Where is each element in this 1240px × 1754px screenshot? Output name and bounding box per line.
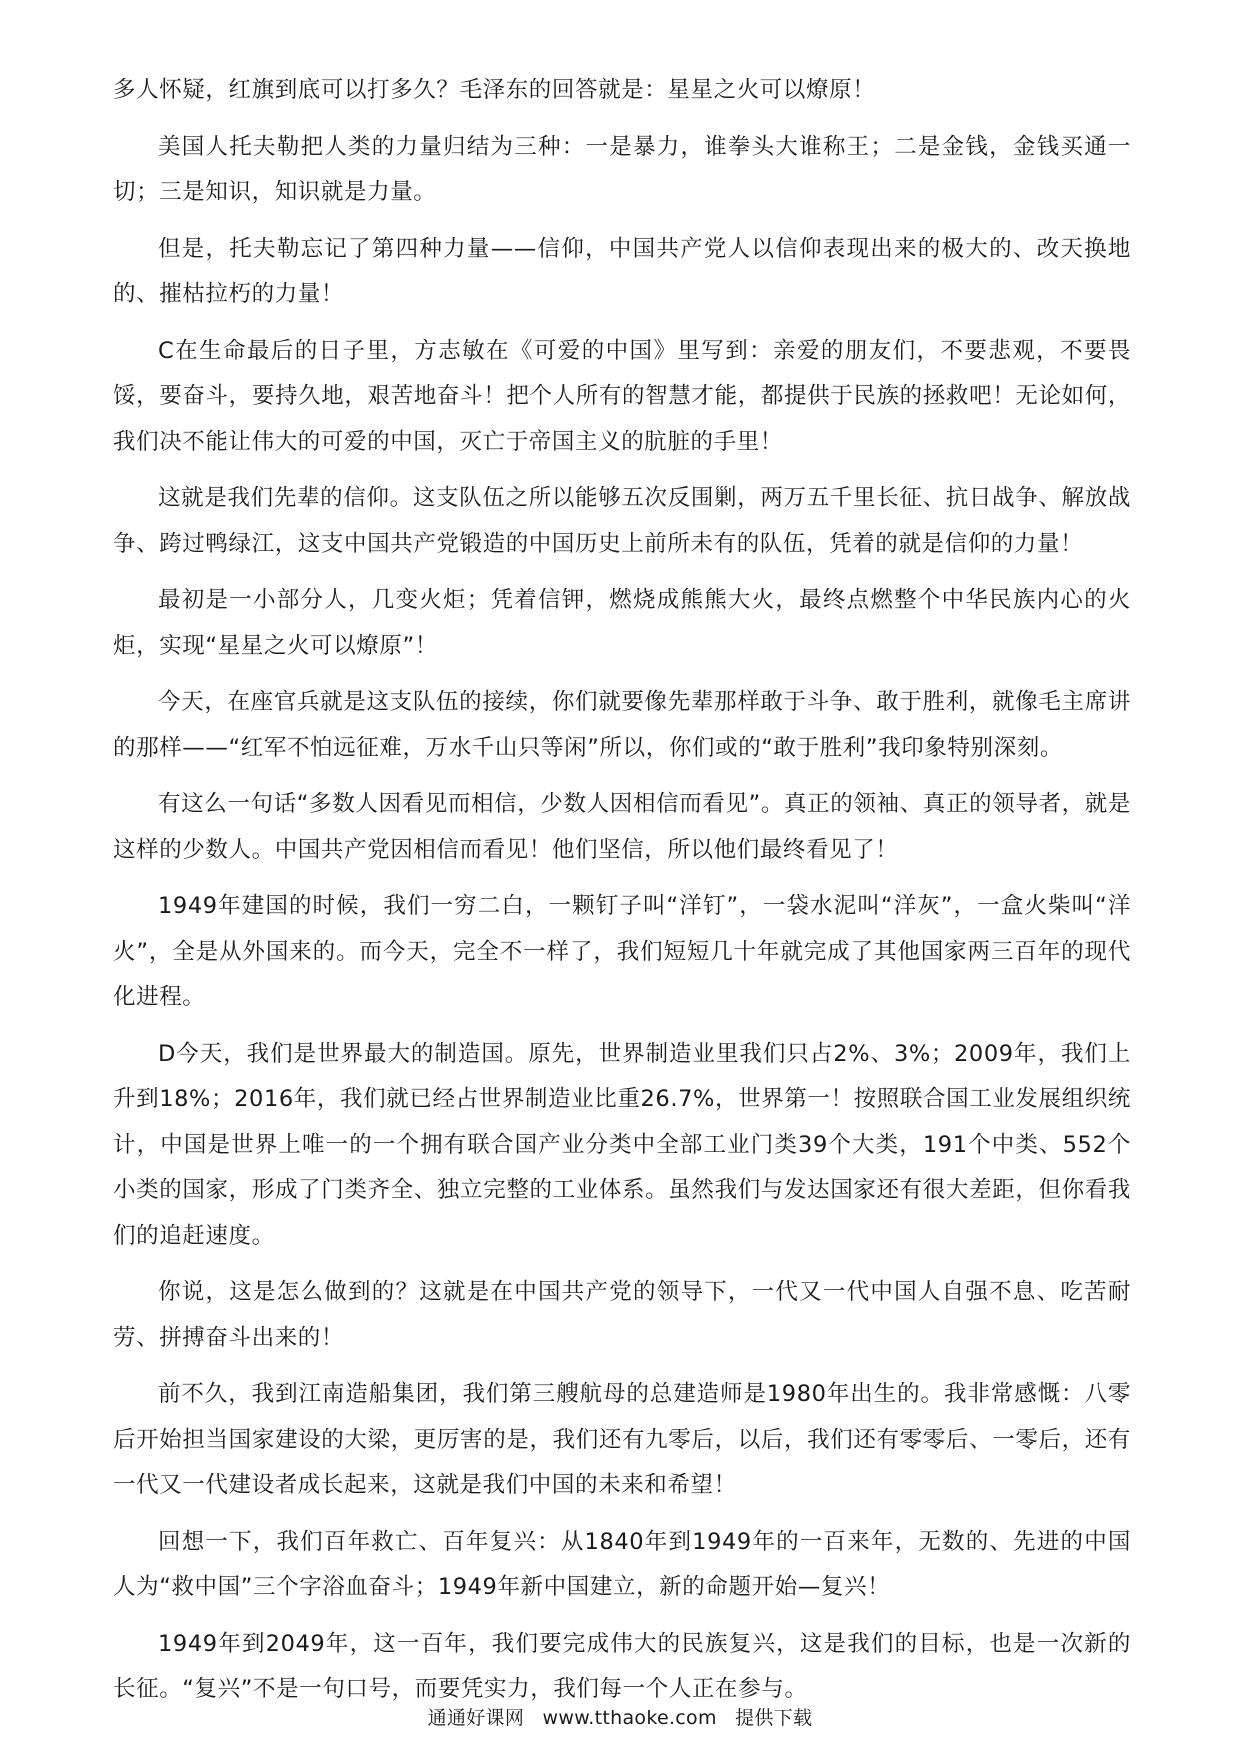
paragraph-5: 这就是我们先辈的信仰。这支队伍之所以能够五次反围剿，两万五千里长征、抗日战争、解放战争、跨过鸭绿江，这支中国共产党锻造的中国历史上前所未有的队伍，凭着的就是信仰的力量！ xyxy=(113,485,1131,557)
article-body xyxy=(113,68,1131,1724)
paragraph-14: 1949年到2049年，这一百年，我们要完成伟大的民族复兴，这是我们的目标，也是一次新的长征。“复兴”不是一句口号，而要凭实力，我们每一个人正在参与。 xyxy=(113,1630,1131,1702)
paragraph-13: 回想一下，我们百年救亡、百年复兴：从1840年到1949年的一百来年，无数的、先进的中国人为“救中国”三个字浴血奋斗；1949年新中国建立，新的命题开始—复兴！ xyxy=(113,1528,1131,1600)
page-footer xyxy=(0,1704,1240,1732)
paragraph-12: 前不久，我到江南造船集团，我们第三艘航母的总建造师是1980年出生的。我非常感慨：八零后开始担当国家建设的大梁，更厉害的是，我们还有九零后，以后，我们还有零零后、一零后，还有一代又一代建设者成长起来，这就是我们中国的未来和希望！ xyxy=(113,1381,1131,1498)
footer-url-link[interactable]: www.tthaoke.com xyxy=(542,1707,717,1729)
paragraph-6: 最初是一小部分人，几变火炬；凭着信钾，燃烧成熊熊大火，最终点燃整个中华民族内心的火炬，实现“星星之火可以燎原”！ xyxy=(113,587,1131,659)
paragraph-1: 多人怀疑，红旗到底可以打多久？毛泽东的回答就是：星星之火可以燎原！ xyxy=(113,77,876,103)
footer-site-name: 通通好课网 xyxy=(427,1707,525,1729)
paragraph-7: 今天，在座官兵就是这支队伍的接续，你们就要像先辈那样敢于斗争、敢于胜利，就像毛主席讲的那样——“红军不怕远征难，万水千山只等闲”所以，你们或的“敢于胜利”我印象特别深刻。 xyxy=(113,689,1131,761)
paragraph-2: 美国人托夫勒把人类的力量归结为三种：一是暴力，谁拳头大谁称王；二是金钱，金钱买通一切；三是知识，知识就是力量。 xyxy=(113,133,1131,205)
paragraph-10: D今天，我们是世界最大的制造国。原先，世界制造业里我们只占2%、3%；2009年，我们上升到18%；2016年，我们就已经占世界制造业比重26.7%，世界第一！按照联合国工业发展组织统计，中国是世界上唯一的一个拥有联合国产业分类中全部工业门类39个大类，191个中类、552个小类的国家，形成了门类齐全、独立完整的工业体系。虽然我们与发达国家还有很大差距，但你看我们的追赶速度。 xyxy=(113,1040,1131,1249)
paragraph-9: 1949年建国的时候，我们一穷二白，一颗钉子叫“洋钉”，一袋水泥叫“洋灰”，一盒火柴叫“洋火”，全是从外国来的。而今天，完全不一样了，我们短短几十年就完成了其他国家两三百年的现代化进程。 xyxy=(113,893,1131,1010)
paragraph-3: 但是，托夫勒忘记了第四种力量——信仰，中国共产党人以信仰表现出来的极大的、改天换地的、摧枯拉朽的力量！ xyxy=(113,235,1131,307)
paragraph-11: 你说，这是怎么做到的？这就是在中国共产党的领导下，一代又一代中国人自强不息、吃苦耐劳、拼搏奋斗出来的！ xyxy=(113,1279,1131,1351)
paragraph-4: C在生命最后的日子里，方志敏在《可爱的中国》里写到：亲爱的朋友们，不要悲观，不要畏馁，要奋斗，要持久地，艰苦地奋斗！把个人所有的智慧才能，都提供于民族的拯救吧！无论如何，我们决不能让伟大的可爱的中国，灭亡于帝国主义的肮脏的手里！ xyxy=(113,337,1131,455)
paragraph-8: 有这么一句话“多数人因看见而相信，少数人因相信而看见”。真正的领袖、真正的领导者，就是这样的少数人。中国共产党因相信而看见！他们坚信，所以他们最终看见了！ xyxy=(113,791,1131,863)
footer-suffix: 提供下载 xyxy=(735,1707,813,1729)
